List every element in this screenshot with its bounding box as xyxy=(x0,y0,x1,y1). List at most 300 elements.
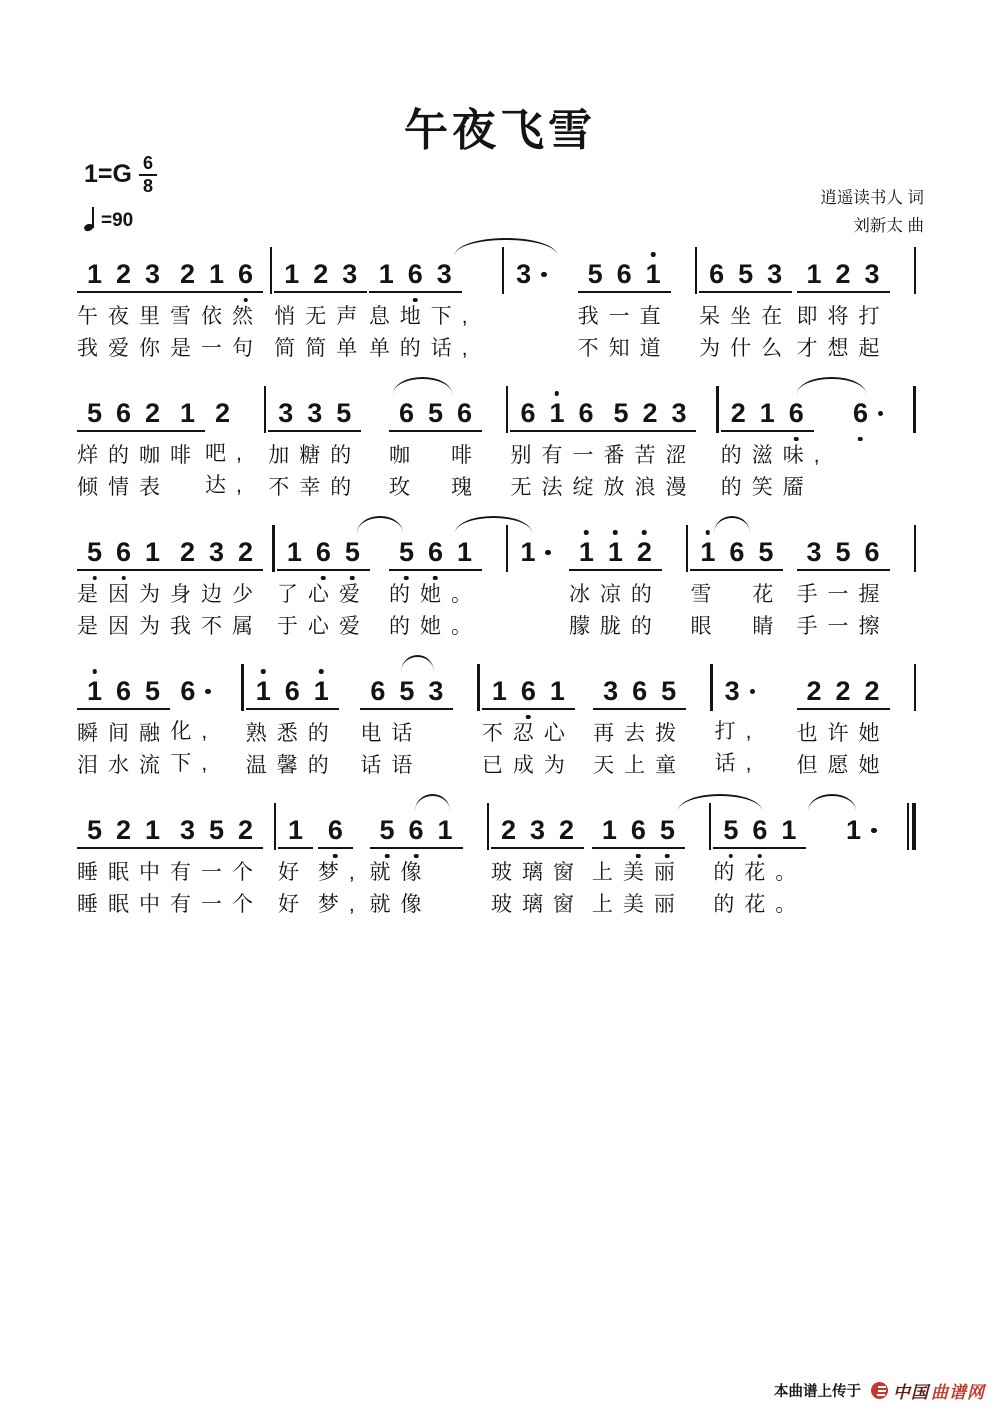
octave-dot-below xyxy=(404,576,409,581)
lyric-line-2: 但愿她 xyxy=(796,754,890,777)
note-digit: 1 xyxy=(437,815,453,845)
lyric-line-2: 无法绽 xyxy=(510,476,604,499)
note-group xyxy=(170,242,263,364)
measure xyxy=(713,659,914,781)
note-digit: 6 xyxy=(115,398,132,428)
key-tempo-block xyxy=(84,154,157,232)
slur-arc xyxy=(357,516,403,533)
octave-dot-below xyxy=(121,576,126,581)
lyric-line-1: 玻璃窗 xyxy=(491,861,585,884)
note-digit: 2 xyxy=(115,815,132,845)
key-signature xyxy=(84,154,157,196)
measure xyxy=(719,381,914,503)
note-digit: 1 xyxy=(601,815,617,845)
octave-dot-below xyxy=(636,854,641,859)
octave-dot-below xyxy=(243,298,248,303)
note-beam-row xyxy=(170,534,263,571)
lyric-line-2: 上美丽 xyxy=(591,893,685,916)
tempo-value: =90 xyxy=(101,209,134,231)
note-digit: 1 xyxy=(845,815,862,845)
note-digit: 2 xyxy=(179,259,196,289)
octave-dot-below xyxy=(350,576,355,581)
note-group xyxy=(836,798,883,920)
lyric-line-2: 玻璃窗 xyxy=(491,893,585,916)
final-barline xyxy=(907,803,917,850)
octave-dot-above xyxy=(584,530,589,535)
lyric-line-1: 手一握 xyxy=(796,583,890,606)
measure xyxy=(75,520,272,642)
note-digit: 6 xyxy=(864,537,880,567)
note-group xyxy=(715,659,762,781)
note-digit: 6 xyxy=(709,259,725,289)
note-digit: 6 xyxy=(314,538,333,567)
note-digit: 1 xyxy=(644,260,663,289)
lyric-line-2: 是因为 xyxy=(77,615,170,638)
note-digit: 6 xyxy=(407,816,426,845)
note-group xyxy=(205,381,252,503)
note-digit: 1 xyxy=(491,676,507,706)
note-digit: 2 xyxy=(642,398,658,428)
note-group xyxy=(482,659,575,781)
note-beam-row xyxy=(170,812,263,849)
octave-dot-below xyxy=(665,854,670,859)
lyric-line-2: 好 xyxy=(278,893,310,916)
note-group xyxy=(389,520,482,642)
lyric-line-2: 放浪漫 xyxy=(603,476,697,499)
lyric-line-1: 的她。 xyxy=(388,583,482,606)
note-digit: 5 xyxy=(658,816,677,845)
lyric-line-1: 的花。 xyxy=(713,861,807,884)
tempo-marking xyxy=(84,205,157,232)
score-system xyxy=(75,242,916,364)
measure xyxy=(697,242,913,364)
note-beam-row xyxy=(389,534,482,571)
note-digit: 5 xyxy=(208,815,225,845)
lyric-line-2: 的花。 xyxy=(713,893,807,916)
note-digit: 6 xyxy=(115,676,132,706)
note-beam-row xyxy=(593,673,686,710)
lyric-line-2: 睡眠中 xyxy=(77,893,170,916)
note-digit: 5 xyxy=(738,259,754,289)
octave-dot-below xyxy=(858,437,863,442)
lyric-line-2: 话, xyxy=(714,752,762,775)
lyric-line-2: 下, xyxy=(170,752,218,775)
octave-dot-below xyxy=(92,576,97,581)
octave-dot-above xyxy=(261,669,266,674)
lyric-line-2: 话语 xyxy=(360,754,423,777)
lyric-line-1: 上美丽 xyxy=(591,861,685,884)
lyric-line-2: 已成为 xyxy=(481,754,575,777)
lyric-line-2: 倾情表 xyxy=(77,476,170,499)
note-group xyxy=(77,798,170,920)
note-digit: 3 xyxy=(342,259,358,289)
note-digit: 2 xyxy=(730,398,746,428)
note-digit: 1 xyxy=(286,537,302,567)
note-digit: 2 xyxy=(237,537,254,567)
note-beam-row xyxy=(370,812,463,849)
note-digit: 6 xyxy=(787,399,806,428)
lyric-line-1: 打, xyxy=(714,720,762,743)
measure xyxy=(504,242,694,364)
lyric-line-2: 玫 瑰 xyxy=(388,476,482,499)
note-digit: 5 xyxy=(144,676,161,706)
measure xyxy=(276,798,486,920)
composer-credit: 刘新太 曲 xyxy=(853,217,924,236)
score xyxy=(75,242,916,937)
note-digit: 5 xyxy=(613,398,629,428)
note-digit: 6 xyxy=(326,816,345,845)
note-digit: 6 xyxy=(398,398,414,428)
slur-arc xyxy=(678,794,762,811)
note-beam-row xyxy=(699,256,792,293)
note-digit: 2 xyxy=(806,676,822,706)
note-group xyxy=(277,520,370,642)
note-digit: 1 xyxy=(85,677,104,706)
note-group xyxy=(593,659,686,781)
note-beam-row xyxy=(77,534,170,571)
augmentation-dot xyxy=(878,411,884,417)
score-system xyxy=(75,381,916,503)
note-group xyxy=(318,798,365,920)
note-beam-row xyxy=(578,256,671,293)
octave-dot-below xyxy=(758,854,763,859)
note-digit: 5 xyxy=(378,816,397,845)
lyric-line-1: 我一直 xyxy=(577,305,671,328)
lyric-line-1: 即将打 xyxy=(796,305,890,328)
lyric-line-1: 吧, xyxy=(205,442,252,465)
note-digit: 1 xyxy=(759,398,775,428)
note-group xyxy=(369,242,478,364)
note-digit: 1 xyxy=(208,259,225,289)
augmentation-dot xyxy=(205,689,211,695)
note-beam-row xyxy=(482,673,575,710)
lyric-line-1: 冰凉的 xyxy=(568,583,662,606)
note-beam-row xyxy=(603,395,696,432)
octave-dot-below xyxy=(333,854,338,859)
octave-dot-above xyxy=(92,669,97,674)
note-digit: 1 xyxy=(288,815,304,845)
note-digit: 2 xyxy=(501,815,517,845)
note-digit: 2 xyxy=(313,259,329,289)
note-group xyxy=(797,242,890,364)
lyric-line-1: 电话 xyxy=(360,722,423,745)
note-digit: 2 xyxy=(144,398,161,428)
lyric-line-1: 悄无声 xyxy=(274,305,368,328)
footer-watermark xyxy=(774,1378,985,1403)
lyric-line-2: 我不属 xyxy=(170,615,263,638)
note-group xyxy=(170,659,217,781)
measure xyxy=(711,798,906,920)
note-digit: 5 xyxy=(835,537,851,567)
note-digit: 5 xyxy=(85,538,104,567)
slur-arc xyxy=(714,516,750,533)
octave-dot-above xyxy=(319,669,324,674)
lyric-line-1: 息地下, xyxy=(368,305,478,328)
note-digit: 3 xyxy=(864,259,880,289)
note-digit: 3 xyxy=(767,259,783,289)
note-group xyxy=(797,520,890,642)
measure xyxy=(75,381,264,503)
note-group xyxy=(578,242,671,364)
measure xyxy=(480,659,710,781)
note-group xyxy=(510,381,603,503)
note-digit: 6 xyxy=(370,676,386,706)
octave-dot-below xyxy=(433,576,438,581)
note-digit: 2 xyxy=(559,815,575,845)
measure xyxy=(266,381,506,503)
lyric-line-2: 为什么 xyxy=(699,337,793,360)
lyric-line-1: 烊的咖 xyxy=(77,444,170,467)
lyric-line-2: 我爱你 xyxy=(77,337,170,360)
note-beam-row xyxy=(77,673,170,710)
note-digit: 3 xyxy=(671,398,687,428)
note-digit: 2 xyxy=(179,537,196,567)
note-beam-row xyxy=(277,534,370,571)
slur-arc xyxy=(393,377,452,394)
lyric-line-1: 番苦涩 xyxy=(603,444,697,467)
note-digit: 2 xyxy=(115,259,132,289)
measure xyxy=(75,659,241,781)
lyric-line-1: 就像 xyxy=(369,861,432,884)
note-group xyxy=(170,520,263,642)
lyric-line-2: 眼 睛 xyxy=(690,615,784,638)
augmentation-dot xyxy=(871,828,877,834)
note-beam-row xyxy=(491,812,584,849)
lyric-line-2: 温馨的 xyxy=(245,754,339,777)
note-group xyxy=(713,798,806,920)
note-group xyxy=(389,381,482,503)
lyric-line-1: 身边少 xyxy=(170,583,263,606)
score-system xyxy=(75,659,916,781)
note-digit: 3 xyxy=(806,537,822,567)
note-digit: 6 xyxy=(180,676,196,706)
note-beam-row xyxy=(510,534,557,569)
note-digit: 3 xyxy=(724,676,740,706)
note-group xyxy=(246,659,339,781)
time-signature-lower: 8 xyxy=(142,175,153,196)
slur-arc xyxy=(797,377,865,394)
note-digit: 6 xyxy=(236,260,255,289)
note-group xyxy=(268,381,361,503)
note-digit: 3 xyxy=(436,259,452,289)
note-digit: 1 xyxy=(378,259,394,289)
lyric-line-2: 泪水流 xyxy=(77,754,170,777)
note-digit: 1 xyxy=(806,259,822,289)
note-beam-row xyxy=(77,812,170,849)
note-group xyxy=(170,381,205,503)
note-group xyxy=(491,798,584,920)
lyric-line-1: 的滋味, xyxy=(720,444,830,467)
octave-dot-above xyxy=(706,530,711,535)
note-digit: 6 xyxy=(578,398,594,428)
lyric-line-1: 再去拨 xyxy=(593,722,687,745)
octave-dot-below xyxy=(413,298,418,303)
lyric-line-1: 是因为 xyxy=(77,583,170,606)
note-beam-row xyxy=(510,395,603,432)
lyric-line-2: 的笑靥 xyxy=(720,476,814,499)
lyric-line-1: 别有一 xyxy=(510,444,604,467)
lyric-line-1: 午夜里 xyxy=(77,305,170,328)
note-digit: 5 xyxy=(427,398,443,428)
measure xyxy=(508,520,685,642)
note-group xyxy=(510,520,557,642)
site-logo-icon xyxy=(871,1382,888,1399)
note-digit: 2 xyxy=(237,815,254,845)
octave-dot-below xyxy=(729,854,734,859)
note-digit: 2 xyxy=(864,676,880,706)
note-digit: 1 xyxy=(698,538,717,567)
note-digit: 3 xyxy=(179,815,196,845)
note-digit: 5 xyxy=(397,538,416,567)
note-beam-row xyxy=(170,673,217,708)
note-beam-row xyxy=(77,256,170,293)
note-group xyxy=(843,381,890,503)
note-digit: 3 xyxy=(208,537,225,567)
slur-arc xyxy=(401,655,434,672)
note-digit: 1 xyxy=(520,537,536,567)
note-group xyxy=(506,242,553,364)
upload-note: 本曲谱上传于 xyxy=(774,1384,861,1400)
score-system xyxy=(75,798,916,920)
note-digit: 3 xyxy=(144,259,161,289)
note-digit: 6 xyxy=(114,538,133,567)
note-digit: 6 xyxy=(629,816,648,845)
note-digit: 1 xyxy=(312,677,331,706)
note-beam-row xyxy=(205,395,240,430)
lyricist-credit: 逍遥读书人 词 xyxy=(820,189,924,207)
lyric-line-2: 不知道 xyxy=(577,337,671,360)
note-beam-row xyxy=(690,534,783,571)
lyric-line-1: 瞬间融 xyxy=(77,722,170,745)
octave-dot-above xyxy=(651,252,656,257)
note-digit: 5 xyxy=(336,398,352,428)
lyric-line-1: 了心爱 xyxy=(276,583,370,606)
note-beam-row xyxy=(274,256,367,293)
octave-dot-below xyxy=(794,437,799,442)
note-beam-row xyxy=(268,395,361,432)
lyric-line-2: 天上童 xyxy=(593,754,687,777)
note-digit: 2 xyxy=(635,538,654,567)
note-digit: 5 xyxy=(721,816,740,845)
note-beam-row xyxy=(713,812,806,849)
score-system xyxy=(75,520,916,642)
lyric-line-2: 朦胧的 xyxy=(568,615,662,638)
note-digit: 1 xyxy=(86,259,103,289)
note-group xyxy=(603,381,696,503)
octave-dot-above xyxy=(555,391,560,396)
note-beam-row xyxy=(389,395,482,432)
augmentation-dot xyxy=(541,272,547,278)
measure xyxy=(275,520,506,642)
note-digit: 3 xyxy=(428,676,444,706)
octave-dot-below xyxy=(414,854,419,859)
slur-arc xyxy=(455,238,557,255)
lyric-line-2: 手一擦 xyxy=(796,615,890,638)
note-group xyxy=(170,798,263,920)
note-digit: 2 xyxy=(214,398,231,428)
note-digit: 1 xyxy=(606,538,625,567)
note-beam-row xyxy=(569,534,662,571)
lyric-line-1: 也许她 xyxy=(796,722,890,745)
note-group xyxy=(77,520,170,642)
octave-dot-below xyxy=(526,715,531,720)
octave-dot-above xyxy=(642,530,647,535)
note-group xyxy=(721,381,830,503)
lyric-line-2: 不幸的 xyxy=(268,476,362,499)
octave-dot-below xyxy=(321,576,326,581)
note-digit: 6 xyxy=(284,676,300,706)
note-group xyxy=(77,659,170,781)
lyric-line-2: 简简单 xyxy=(274,337,368,360)
lyric-line-1: 化, xyxy=(170,720,218,743)
note-group xyxy=(592,798,685,920)
lyric-line-2: 于心爱 xyxy=(276,615,370,638)
lyric-line-1: 咖 啡 xyxy=(388,444,482,467)
lyric-line-1: 好 xyxy=(278,861,310,884)
note-digit: 6 xyxy=(520,398,536,428)
note-digit: 3 xyxy=(603,676,619,706)
key-label: 1=G xyxy=(84,160,132,189)
lyric-line-2: 才想起 xyxy=(796,337,890,360)
note-digit: 1 xyxy=(577,538,596,567)
lyric-line-1: 啡 xyxy=(170,444,201,467)
note-group xyxy=(77,381,170,503)
note-beam-row xyxy=(836,812,883,847)
note-beam-row xyxy=(721,395,814,432)
measure xyxy=(75,798,274,920)
note-digit: 5 xyxy=(758,537,774,567)
note-group xyxy=(274,242,367,364)
note-digit: 5 xyxy=(661,676,677,706)
note-digit: 3 xyxy=(530,815,546,845)
measure xyxy=(508,381,716,503)
note-digit: 6 xyxy=(729,537,745,567)
note-digit: 2 xyxy=(835,676,851,706)
octave-dot-below xyxy=(385,854,390,859)
note-digit: 6 xyxy=(632,676,648,706)
note-digit: 2 xyxy=(835,259,851,289)
note-group xyxy=(360,659,453,781)
measure xyxy=(272,242,501,364)
quarter-note-icon xyxy=(84,205,97,232)
site-name-suffix: 曲谱网 xyxy=(931,1383,985,1402)
note-digit: 6 xyxy=(851,399,870,428)
note-beam-row xyxy=(797,673,890,710)
lyric-line-1: 雪依然 xyxy=(170,305,263,328)
note-group xyxy=(690,520,783,642)
note-digit: 6 xyxy=(456,398,472,428)
note-digit: 5 xyxy=(86,815,103,845)
song-title: 午夜飞雪 xyxy=(404,106,596,155)
barline xyxy=(914,247,917,294)
measure xyxy=(75,242,270,364)
note-digit: 5 xyxy=(587,259,603,289)
note-beam-row xyxy=(592,812,685,849)
lyric-line-2: 有一个 xyxy=(170,893,263,916)
note-beam-row xyxy=(170,256,263,293)
note-beam-row xyxy=(246,673,339,710)
note-digit: 1 xyxy=(179,398,196,428)
note-beam-row xyxy=(843,395,890,430)
lyric-line-1: 呆坐在 xyxy=(699,305,793,328)
lyric-line-2: 单的话, xyxy=(368,337,478,360)
note-beam-row xyxy=(278,812,313,849)
note-digit: 1 xyxy=(144,815,161,845)
note-beam-row xyxy=(170,395,205,432)
barline xyxy=(914,664,917,711)
note-digit: 3 xyxy=(278,398,294,428)
note-digit: 5 xyxy=(399,676,415,706)
